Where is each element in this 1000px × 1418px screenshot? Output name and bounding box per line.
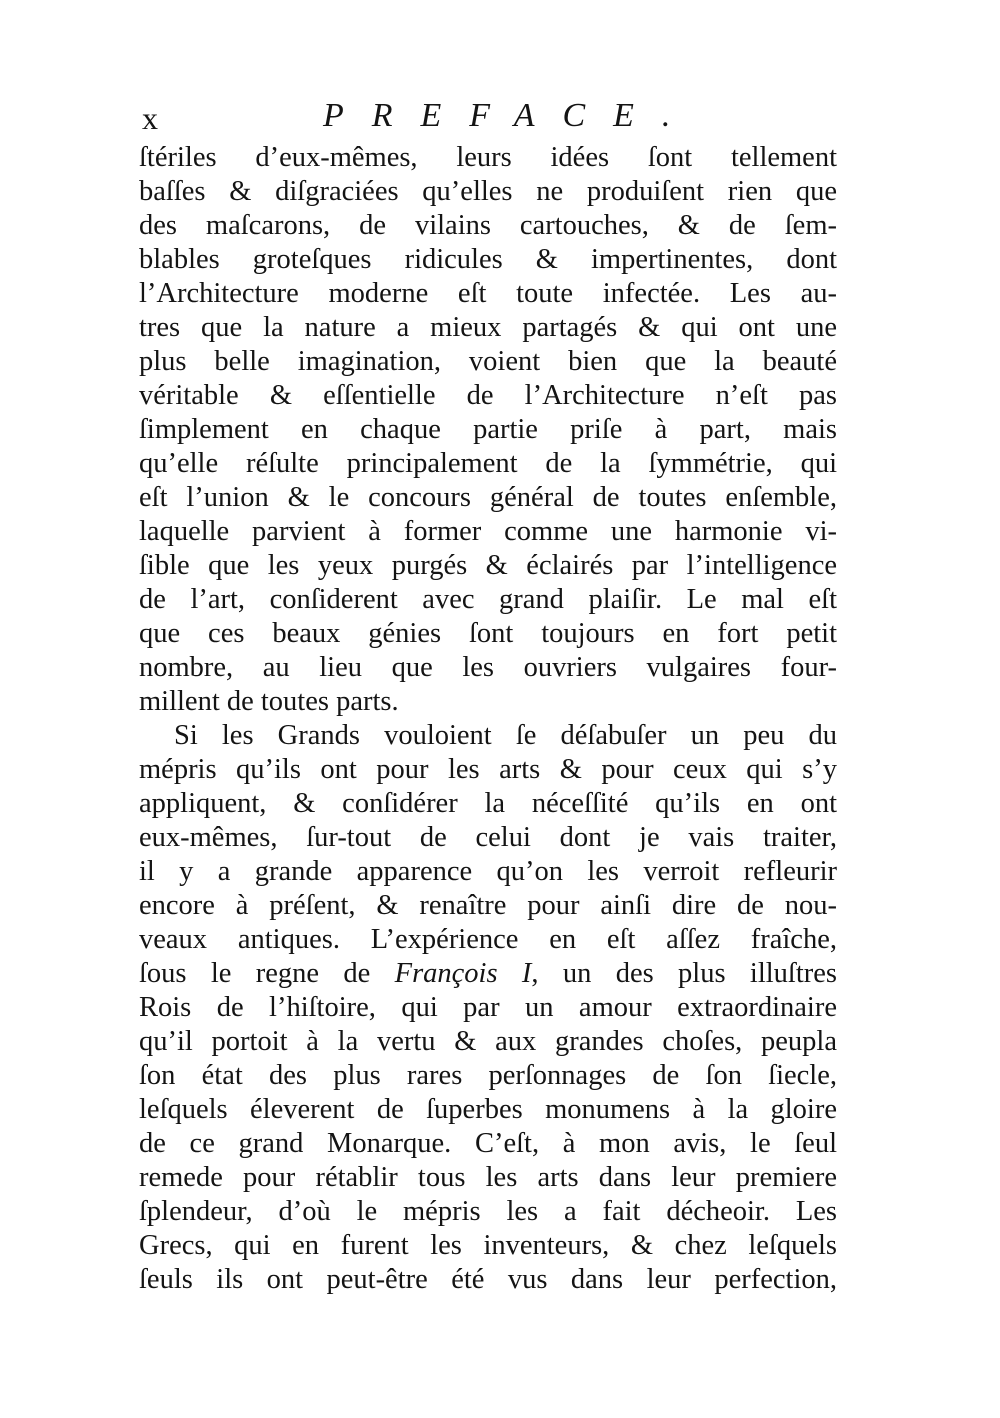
text-line: veaux antiques. L’expérience en eſt aſſez fraîche, — [139, 924, 837, 955]
text-line: véritable & eſſentielle de l’Architecture n’eſt pas — [139, 380, 837, 411]
italic-name: François I — [394, 958, 532, 989]
text-line: eſt l’union & le concours général de toutes enſemble, — [139, 482, 837, 513]
text-line: nombre, au lieu que les ouvriers vulgaires four- — [139, 652, 837, 683]
text-line: baſſes & diſgraciées qu’elles ne produiſent rien que — [139, 176, 837, 207]
text-line: laquelle parvient à former comme une harmonie vi- — [139, 516, 837, 547]
text-line: Rois de l’hiſtoire, qui par un amour extraordinaire — [139, 992, 837, 1023]
text-line: de l’art, conſiderent avec grand plaiſir. Le mal eſt — [139, 584, 837, 615]
text-line: qu’elle réſulte principalement de la ſymmétrie, qui — [139, 448, 837, 479]
text-line: il y a grande apparence qu’on les verroit refleurir — [139, 856, 837, 887]
text-line: ſeuls ils ont peut-être été vus dans leur perfection, — [139, 1264, 837, 1295]
running-title: PREFACE. — [323, 97, 699, 134]
text-line: blables groteſques ridicules & impertinentes, dont — [139, 244, 837, 275]
text-line: mépris qu’ils ont pour les arts & pour ceux qui s’y — [139, 754, 837, 785]
text-line: ſimplement en chaque partie priſe à part, mais — [139, 414, 837, 445]
text-line: appliquent, & conſidérer la néceſſité qu’ils en ont — [139, 788, 837, 819]
page-number: x — [142, 100, 158, 136]
text-line: eux-mêmes, ſur-tout de celui dont je vais traiter, — [139, 822, 837, 853]
text-line: ſous le regne de François I, un des plus illuſtres — [139, 958, 837, 989]
paragraph-end-line: millent de toutes parts. — [139, 686, 399, 717]
text-line: remede pour rétablir tous les arts dans leur premiere — [139, 1162, 837, 1193]
text-line: ſon état des plus rares perſonnages de ſon ſiecle, — [139, 1060, 837, 1091]
text-line: ſtériles d’eux-mêmes, leurs idées ſont tellement — [139, 142, 837, 173]
paragraph-start-line: Si les Grands vouloient ſe déſabuſer un peu du — [174, 720, 837, 751]
text-line: de ce grand Monarque. C’eſt, à mon avis, le ſeul — [139, 1128, 837, 1159]
body-text — [139, 141, 837, 1297]
text-line: encore à préſent, & renaître pour ainſi dire de nou- — [139, 890, 837, 921]
text-line: ſplendeur, d’où le mépris les a fait décheoir. Les — [139, 1196, 837, 1227]
text-line: des maſcarons, de vilains cartouches, & de ſem- — [139, 210, 837, 241]
text-line: l’Architecture moderne eſt toute infectée. Les au- — [139, 278, 837, 309]
page-header — [140, 96, 840, 140]
text-line: ſible que les yeux purgés & éclairés par l’intelligence — [139, 550, 837, 581]
text-line: Grecs, qui en furent les inventeurs, & chez leſquels — [139, 1230, 837, 1261]
text-line: plus belle imagination, voient bien que la beauté — [139, 346, 837, 377]
text-line: tres que la nature a mieux partagés & qui ont une — [139, 312, 837, 343]
text-line: que ces beaux génies ſont toujours en fort petit — [139, 618, 837, 649]
text-line: leſquels éleverent de ſuperbes monumens à la gloire — [139, 1094, 837, 1125]
text-line: qu’il portoit à la vertu & aux grandes choſes, peupla — [139, 1026, 837, 1057]
